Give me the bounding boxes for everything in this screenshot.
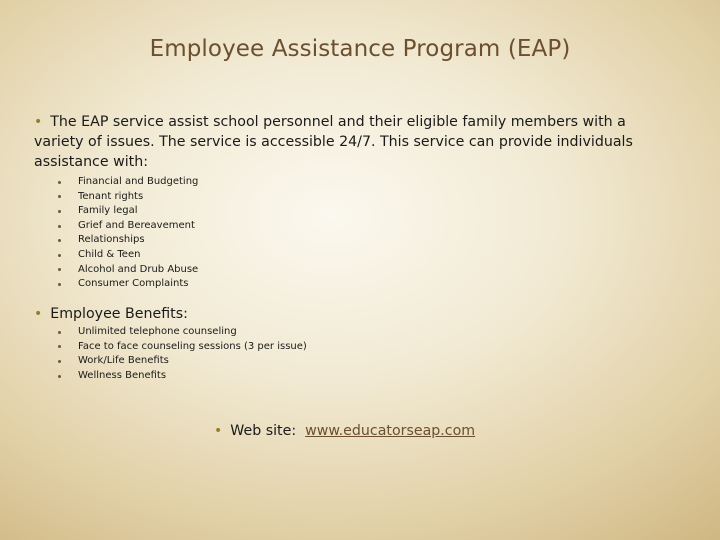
bullet-icon [58,181,61,184]
list-item [58,219,198,234]
intro-text: The EAP service assist school personnel and their eligible family members with a variety of issues. The service is accessible 24/7. This service can provide individuals assistance with: [34,114,633,170]
list-item-label: Alcohol and Drub Abuse [78,263,199,275]
bullet-icon: • [34,306,43,322]
list-item [58,175,198,190]
list-item-label: Tenant rights [78,190,144,202]
list-item [58,369,307,384]
website-link[interactable]: www.educatorseap.com [305,423,476,439]
list-item-label: Face to face counseling sessions (3 per issue) [78,340,307,352]
list-item-label: Work/Life Benefits [78,355,169,367]
bullet-icon [58,345,61,348]
list-item-label: Wellness Benefits [78,369,167,381]
list-item [58,248,198,263]
intro-paragraph [34,112,674,172]
list-item [58,340,307,355]
list-item-label: Relationships [78,234,145,246]
website-line [214,421,475,441]
bullet-icon [58,283,61,286]
services-list [58,175,198,292]
benefits-list [58,325,307,383]
bullet-icon [58,331,61,334]
list-item [58,190,198,205]
bullet-icon [58,268,61,271]
bullet-icon: • [34,114,43,130]
list-item [58,263,198,278]
list-item [58,354,307,369]
bullet-icon [58,360,61,363]
list-item-label: Child & Teen [78,248,141,260]
benefits-heading [34,304,188,324]
bullet-icon: • [214,423,223,439]
bullet-icon [58,239,61,242]
bullet-icon [58,225,61,228]
list-item-label: Grief and Bereavement [78,219,195,231]
bullet-icon [58,254,61,257]
list-item [58,204,198,219]
list-item [58,325,307,340]
bullet-icon [58,195,61,198]
website-label: Web site: [230,423,297,439]
list-item-label: Financial and Budgeting [78,176,199,187]
bullet-icon [58,210,61,213]
bullet-icon [58,375,61,378]
list-item [58,277,198,292]
list-item-label: Unlimited telephone counseling [78,326,237,337]
benefits-heading-text: Employee Benefits: [50,306,188,322]
slide-title: Employee Assistance Program (EAP) [149,36,571,62]
list-item-label: Consumer Complaints [78,278,189,290]
list-item [58,233,198,248]
list-item-label: Family legal [78,205,138,217]
